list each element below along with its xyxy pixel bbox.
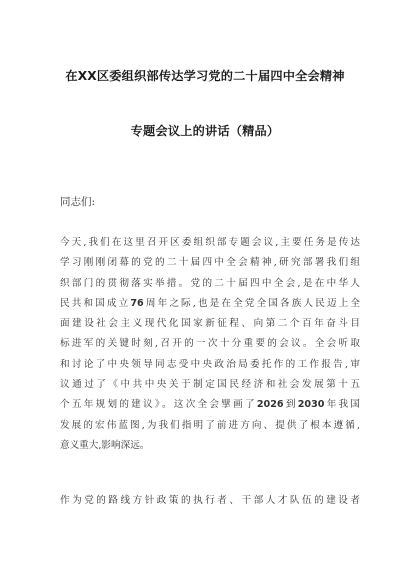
- document-title-line-1: 在XX区委组织部传达学习党的二十届四中全会精神: [65, 69, 345, 83]
- paragraph-1-line: 学习刚刚闭幕的党的二十届四中全会精神,研究部署我们组: [60, 257, 360, 269]
- paragraph-1-line: 面建设社会主义现代化国家新征程、向第二个百年奋斗目: [60, 318, 360, 330]
- numeral: 76: [130, 297, 144, 309]
- paragraph-1-line: 织部门的贯彻落实举措。党的二十届四中全会,是在中华人: [60, 277, 360, 289]
- paragraph-1-line: 标进军的关键时刻,召开的一次十分重要的会议。全会听取: [60, 338, 360, 350]
- numeral: 2026: [256, 399, 284, 411]
- numeral: 2030: [297, 399, 325, 411]
- paragraph-1: [60, 233, 360, 456]
- paragraph-2: [60, 491, 360, 511]
- paragraph-1-line: 议通过了《中共中央关于制定国民经济和社会发展第十五: [60, 379, 360, 391]
- paragraph-1-line: 个五年规划的建议》。这次全会擘画了2026到2030年我国: [60, 399, 361, 411]
- document-title-line-2: 专题会议上的讲话（精品）: [130, 124, 280, 138]
- paragraph-1-line: 意义重大,影响深远。: [60, 439, 150, 451]
- paragraph-1-line: 民共和国成立76周年之际,也是在全党全国各族人民迈上全: [60, 297, 361, 309]
- salutation: 同志们:: [60, 196, 96, 208]
- paragraph-1-line: 发展的宏伟蓝图,为我们指明了前进方向、提供了根本遵循,: [60, 419, 360, 431]
- paragraph-2-line: 作为党的路线方针政策的执行者、干部人才队伍的建设者: [60, 495, 360, 506]
- paragraph-1-line: 和讨论了中央领导同志受中央政治局委托作的工作报告,审: [60, 358, 360, 370]
- paragraph-1-line: 今天,我们在这里召开区委组织部专题会议,主要任务是传达: [60, 237, 360, 248]
